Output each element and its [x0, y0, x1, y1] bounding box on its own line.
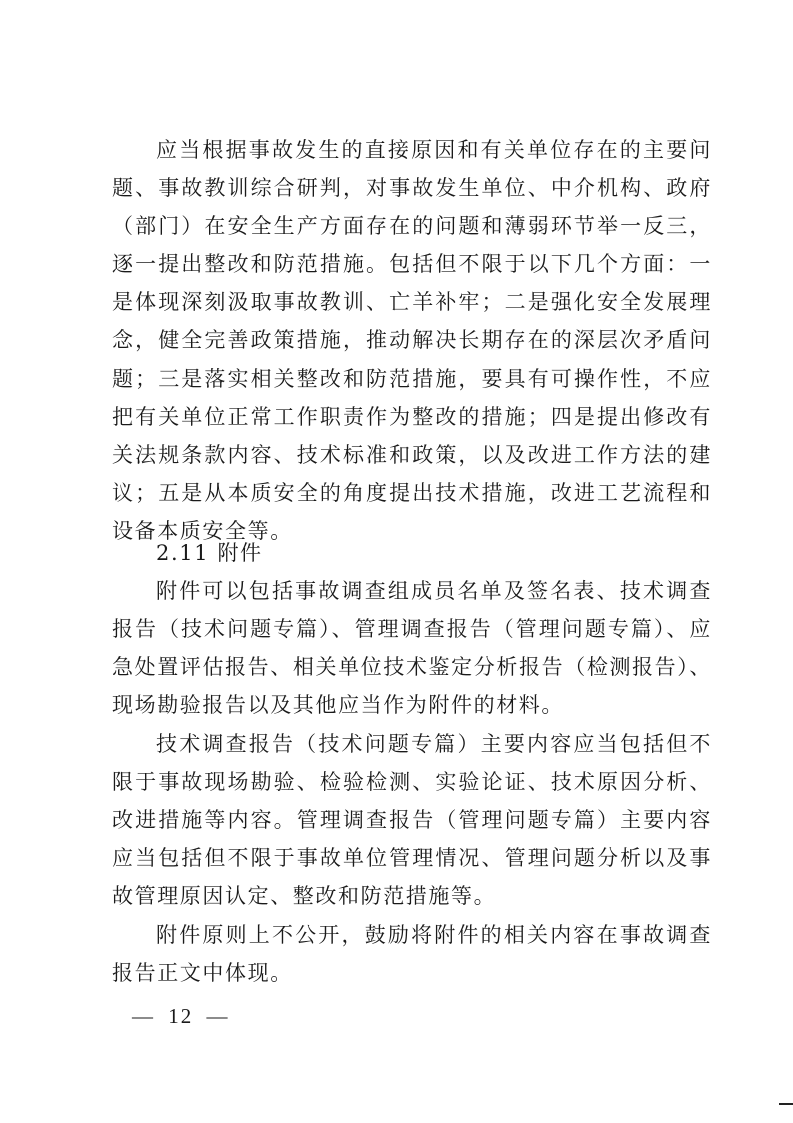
page-number-dash-right: — — [206, 1004, 230, 1028]
section-number: 2.11 — [156, 541, 210, 565]
page-number — [126, 1004, 236, 1029]
section-heading-attachments — [112, 534, 712, 572]
scan-edge-mark — [779, 1103, 793, 1105]
paragraph-rectification-measures: 应当根据事故发生的直接原因和有关单位存在的主要问题、事故教训综合研判，对事故发生单位、中介机构、政府（部门）在安全生产方面存在的问题和薄弱环节举一反三，逐一提出整改和防范措施。包括但不限于以下几个方面：一是体现深刻汲取事故教训、亡羊补牢；二是强化安全发展理念，健全完善政策措施，推动解决长期存在的深层次矛盾问题；三是落实相关整改和防范措施，要具有可操作性，不应把有关单位正常工作职责作为整改的措施；四是提出修改有关法规条款内容、技术标准和政策，以及改进工作方法的建议；五是从本质安全的角度提出技术措施，改进工艺流程和设备本质安全等。 — [112, 138, 712, 543]
paragraph-attachments-contents: 附件可以包括事故调查组成员名单及签名表、技术调查报告（技术问题专篇）、管理调查报告（管理问题专篇）、应急处置评估报告、相关单位技术鉴定分析报告（检测报告）、现场勘验报告以及其他应当作为附件的材料。 — [112, 579, 712, 718]
paragraph-technical-management-reports: 技术调查报告（技术问题专篇）主要内容应当包括但不限于事故现场勘验、检验检测、实验论证、技术原因分析、改进措施等内容。管理调查报告（管理问题专篇）主要内容应当包括但不限于事故单位管理情况、管理问题分析以及事故管理原因认定、整改和防范措施等。 — [112, 732, 712, 909]
section-title: 附件 — [217, 541, 263, 565]
page-number-dash-left: — — [132, 1004, 155, 1028]
page-number-value: 12 — [168, 1004, 194, 1028]
paragraph-attachments-disclosure: 附件原则上不公开，鼓励将附件的相关内容在事故调查报告正文中体现。 — [112, 923, 712, 986]
